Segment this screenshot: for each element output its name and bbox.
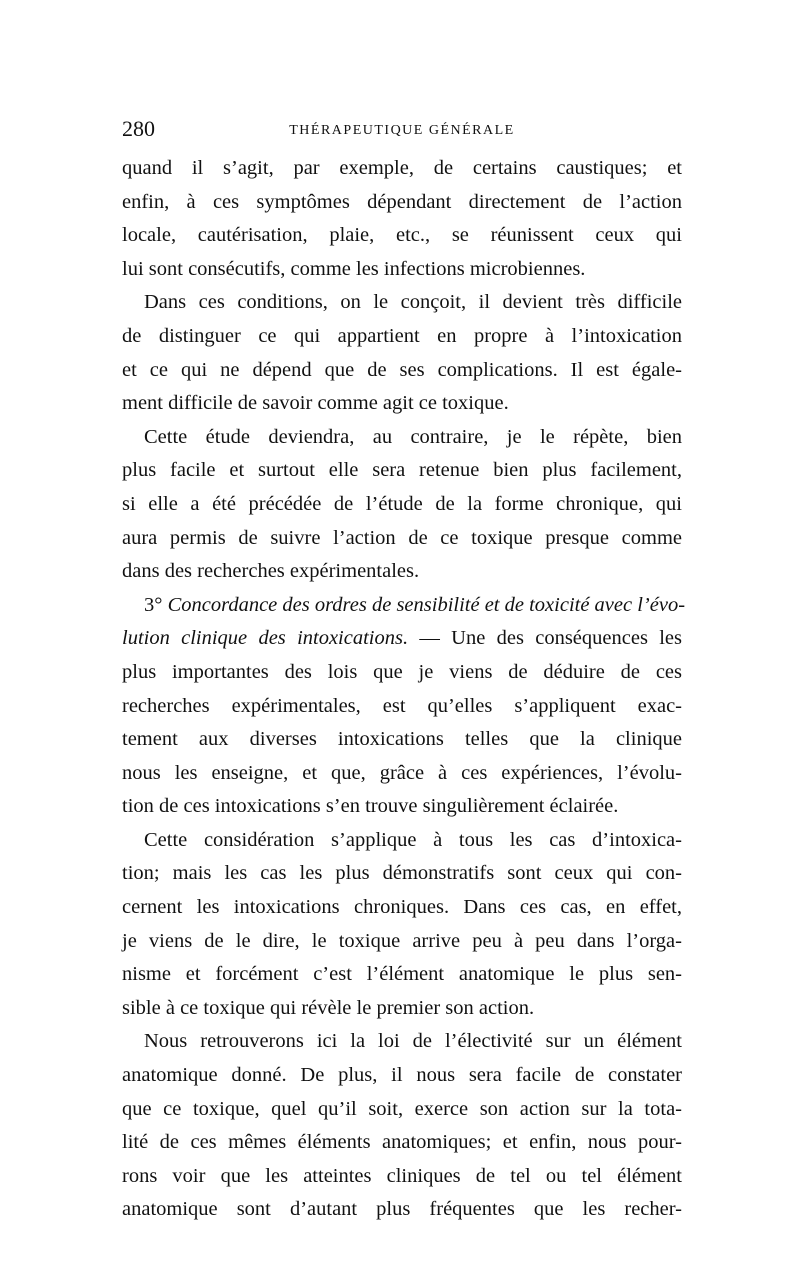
text-line: cernent les intoxications chroniques. Dans ces cas, en effet,	[122, 896, 682, 919]
text-line: si elle a été précédée de l’étude de la forme chronique, qui	[122, 492, 682, 515]
text-line: que ce toxique, quel qu’il soit, exerce son action sur la tota-	[122, 1097, 682, 1120]
text-line: nisme et forcément c’est l’élément anatomique le plus sen-	[122, 963, 682, 986]
text-line: aura permis de suivre l’action de ce toxique presque comme	[122, 526, 682, 549]
text-line: Cette étude deviendra, au contraire, je le répète, bien	[144, 425, 682, 448]
heading-followup: — Une des conséquences les	[408, 627, 682, 650]
text-line: rons voir que les atteintes cliniques de tel ou tel élément	[122, 1164, 682, 1187]
text-line: de distinguer ce qui appartient en propre à l’intoxication	[122, 324, 682, 347]
text-line: lui sont consécutifs, comme les infections microbiennes.	[122, 257, 586, 280]
text-line: Dans ces conditions, on le conçoit, il devient très difficile	[144, 291, 682, 314]
text-line: lité de ces mêmes éléments anatomiques; et enfin, nous pour-	[122, 1131, 682, 1154]
text-line: sible à ce toxique qui révèle le premier son action.	[122, 996, 535, 1019]
body-text	[122, 152, 686, 1227]
text-line: et ce qui ne dépend que de ses complications. Il est égale-	[122, 358, 682, 381]
text-line: anatomique donné. De plus, il nous sera facile de constater	[122, 1064, 682, 1087]
text-line: Cette considération s’applique à tous les cas d’intoxica-	[144, 828, 682, 851]
section-heading-continuation: lution clinique des intoxications.	[122, 627, 409, 650]
text-line: je viens de le dire, le toxique arrive peu à peu dans l’orga-	[122, 929, 682, 952]
text-line: Nous retrouverons ici la loi de l’électivité sur un élément	[144, 1030, 682, 1053]
page-number: 280	[122, 116, 155, 141]
text-line: tion; mais les cas les plus démonstratifs sont ceux qui con-	[122, 862, 682, 885]
text-line: anatomique sont d’autant plus fréquentes que les recher-	[122, 1198, 682, 1221]
text-line: quand il s’agit, par exemple, de certains caustiques; et	[122, 157, 682, 179]
running-title: THÉRAPEUTIQUE GÉNÉRALE	[289, 123, 515, 138]
section-number: 3°	[144, 593, 168, 616]
text-line: tement aux diverses intoxications telles que la clinique	[122, 728, 682, 751]
section-heading-line	[122, 622, 682, 656]
text-line: tion de ces intoxications s’en trouve singulièrement éclairée.	[122, 795, 619, 818]
text-line: plus importantes des lois que je viens de déduire de ces	[122, 660, 682, 683]
section-heading-line	[122, 589, 686, 623]
section-heading: Concordance des ordres de sensibilité et de toxicité avec l’évo-	[167, 593, 686, 616]
text-line: dans des recherches expérimentales.	[122, 560, 420, 583]
running-head	[122, 114, 682, 144]
text-line: ment difficile de savoir comme agit ce toxique.	[122, 392, 509, 415]
text-line: plus facile et surtout elle sera retenue bien plus facilement,	[122, 459, 682, 482]
text-line: locale, cautérisation, plaie, etc., se réunissent ceux qui	[122, 224, 682, 247]
text-line: nous les enseigne, et que, grâce à ces expériences, l’évolu-	[122, 761, 682, 784]
text-line: recherches expérimentales, est qu’elles s’appliquent exac-	[122, 694, 682, 717]
text-line: enfin, à ces symptômes dépendant directement de l’action	[122, 190, 682, 213]
